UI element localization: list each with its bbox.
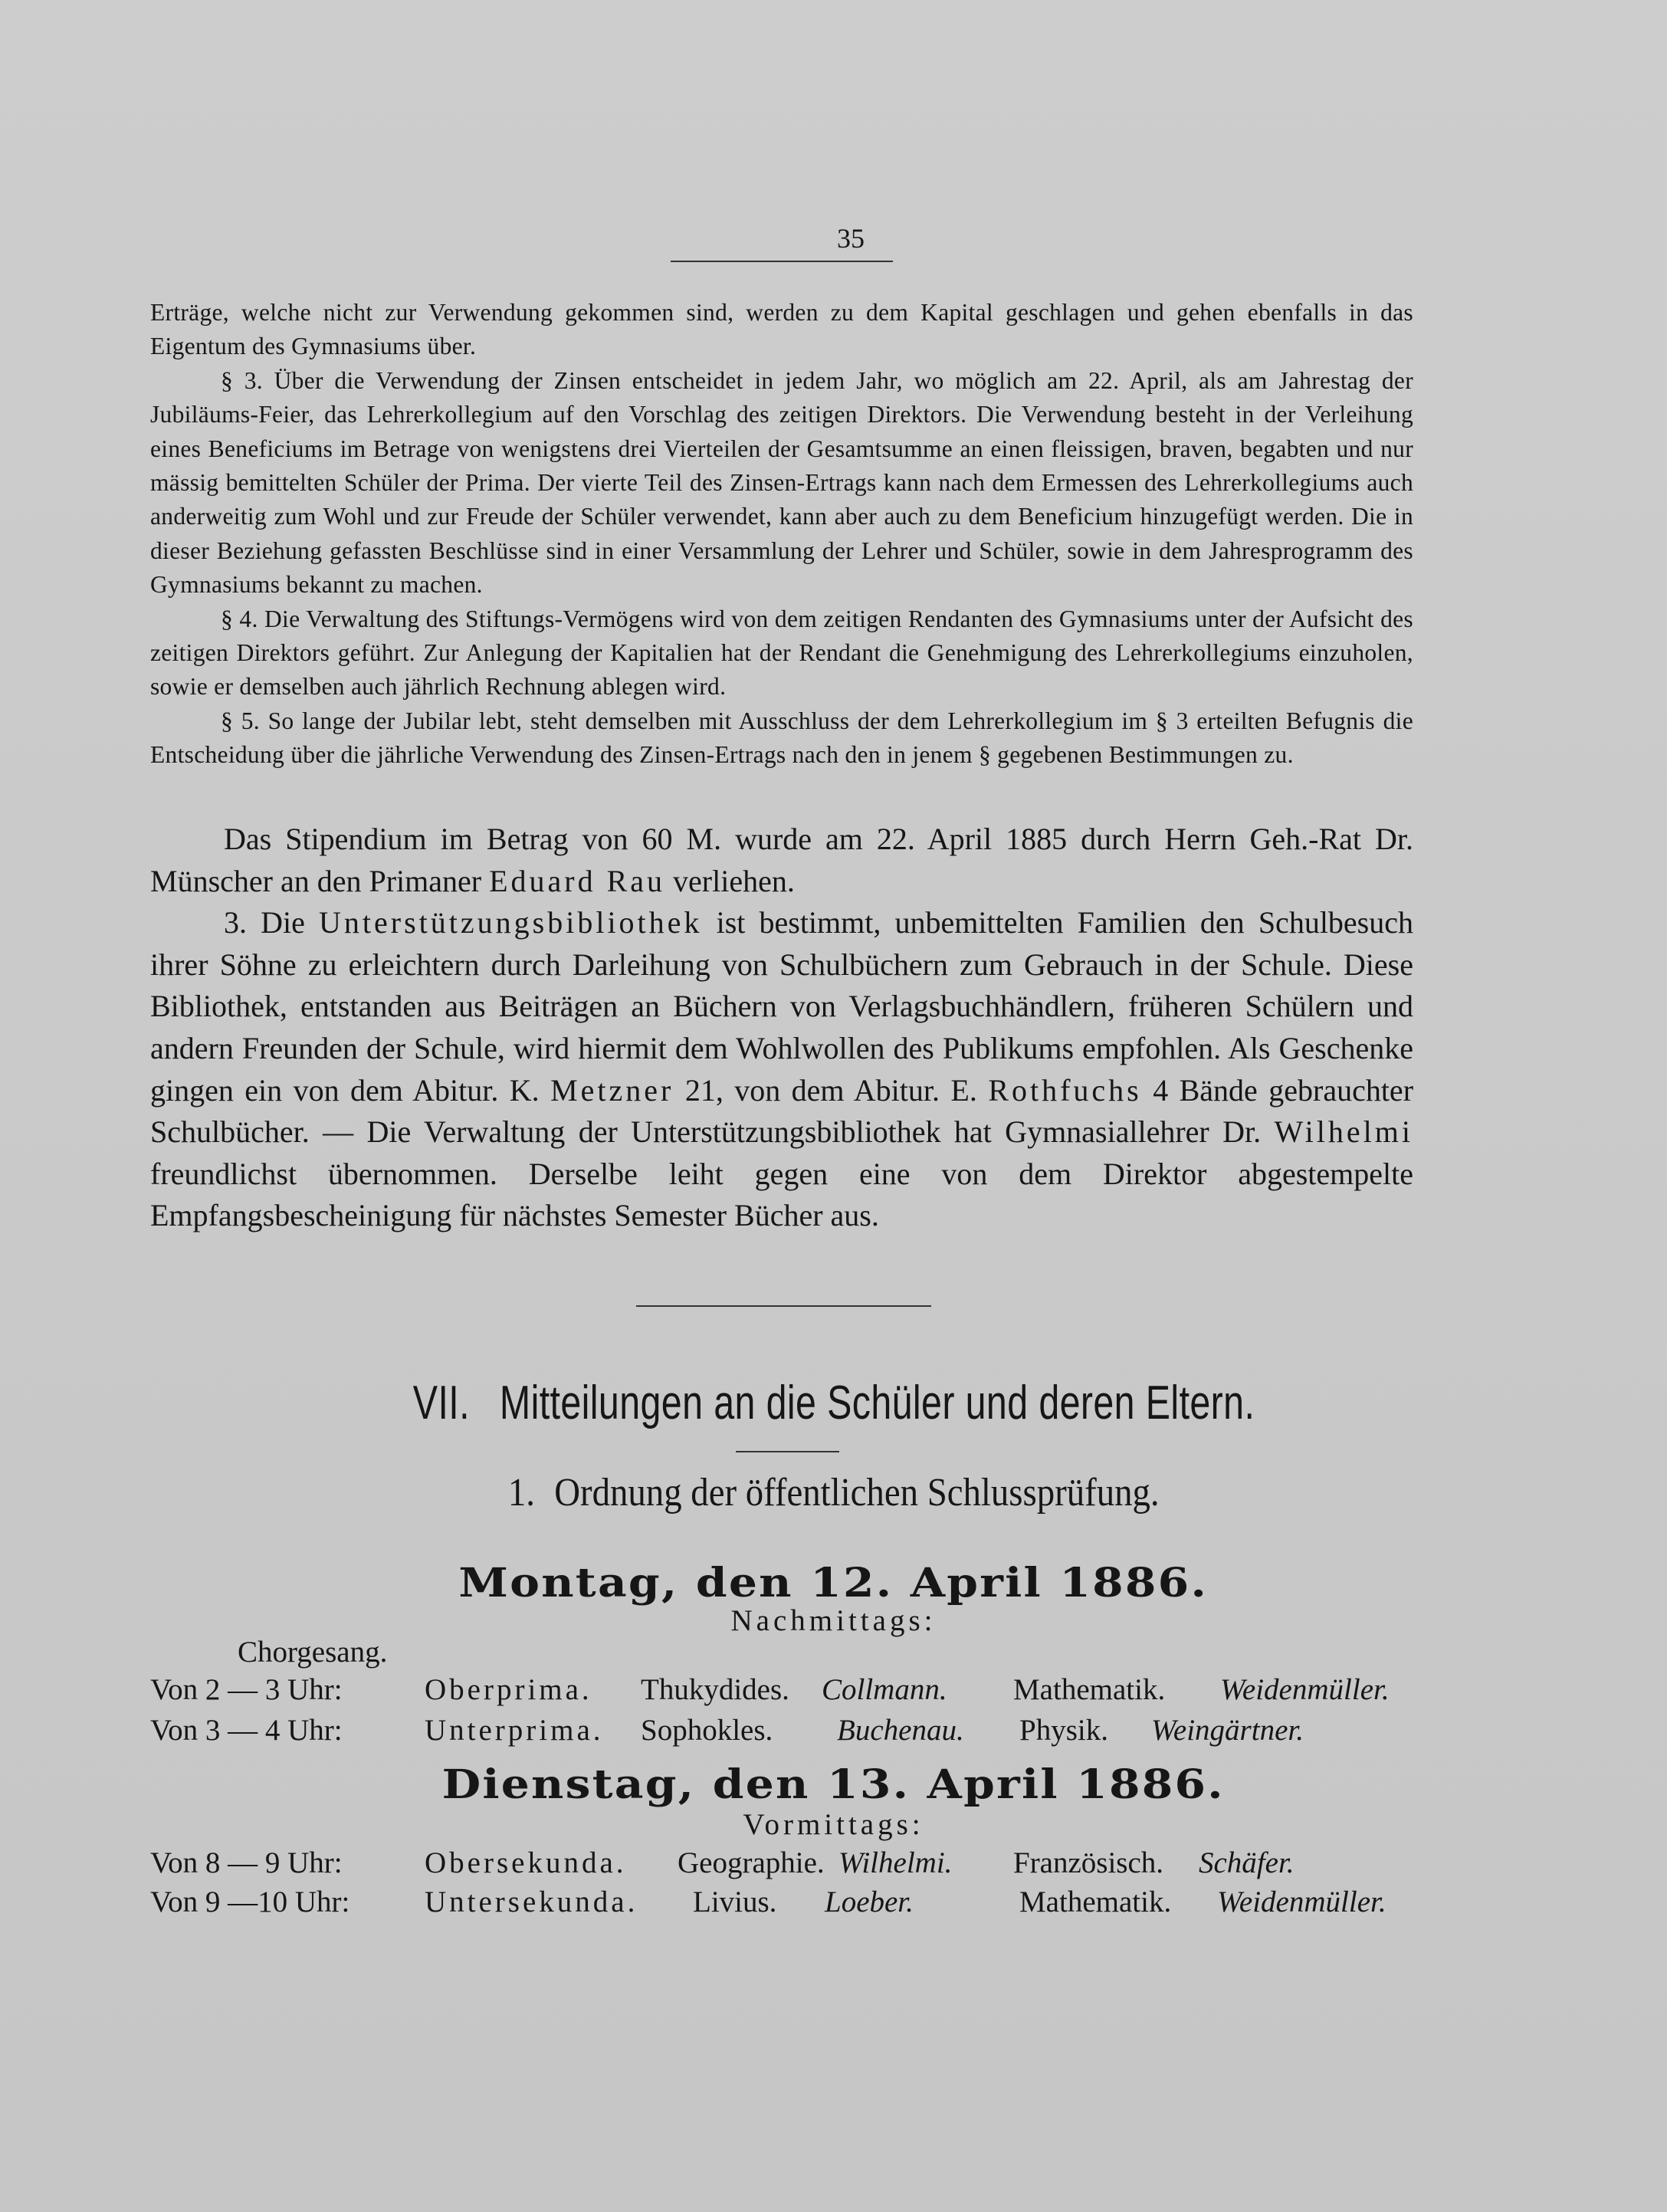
text: 3. Die bbox=[224, 905, 305, 940]
exam-subject: Mathematik. bbox=[1019, 1885, 1172, 1918]
paragraph: § 5. So lange der Jubilar lebt, steht demselben mit Ausschluss der dem Lehrerkollegium im § 3 erteilten Befugnis die Entscheidung über die jährliche Verwendung des Zinsen-Ertrags nach den in jenem § gegebenen Bestimmungen zu. bbox=[150, 707, 1413, 769]
stipend-paragraph bbox=[150, 819, 1413, 902]
person-name: Wilhelmi bbox=[1274, 1114, 1414, 1150]
text: 4 Bände gebrauchter Schulbücher. — Die Verwaltung der Unterstützungsbibliothek hat Gymnasiallehrer Dr. bbox=[150, 1072, 1414, 1150]
subsection-title: Ordnung der öffentlichen Schlussprüfung. bbox=[554, 1471, 1160, 1515]
exam-teacher: Collmann. bbox=[822, 1673, 947, 1706]
section-title: Mitteilungen an die Schüler und deren Eltern. bbox=[499, 1377, 1255, 1429]
exam-subject: Thukydides. bbox=[641, 1673, 789, 1706]
day-heading: Dienstag, den 13. April 1886. bbox=[441, 1761, 1225, 1808]
exam-class: Untersekunda. bbox=[425, 1885, 638, 1918]
library-term: Unterstützungsbibliothek bbox=[319, 905, 703, 940]
section-rule bbox=[636, 1305, 931, 1307]
exam-teacher: Weidenmüller. bbox=[1220, 1673, 1390, 1706]
text: verliehen. bbox=[673, 863, 795, 898]
exam-row bbox=[150, 1713, 1423, 1751]
heading-rule bbox=[736, 1451, 839, 1452]
exam-time: Von 8 — 9 Uhr: bbox=[150, 1846, 343, 1879]
exam-time: Von 9 —10 Uhr: bbox=[150, 1885, 350, 1918]
exam-subject: Französisch. bbox=[1013, 1846, 1164, 1879]
section-number: VII. bbox=[412, 1377, 470, 1429]
paragraph: § 4. Die Verwaltung des Stiftungs-Vermögens wird von dem zeitigen Rendanten des Gymnasiums unter der Aufsicht des zeitigen Direktors geführt. Zur Anlegung der Kapitalien hat der Rendant die Genehmigung des Lehrerkollegiums einzuholen, sowie er demselben auch jährlich Rechnung ablegen wird. bbox=[150, 605, 1413, 701]
exam-time: Von 2 — 3 Uhr: bbox=[150, 1673, 343, 1706]
exam-time: Von 3 — 4 Uhr: bbox=[150, 1714, 343, 1747]
exam-row bbox=[150, 1672, 1423, 1711]
person-name: Metzner bbox=[550, 1072, 674, 1108]
exam-subject: Physik. bbox=[1019, 1714, 1108, 1747]
library-paragraph bbox=[150, 902, 1413, 1237]
exam-teacher: Schäfer. bbox=[1199, 1846, 1295, 1879]
exam-row bbox=[150, 1885, 1423, 1923]
exam-subject: Geographie. bbox=[678, 1846, 825, 1879]
person-name: Rothfuchs bbox=[988, 1072, 1142, 1108]
exam-teacher: Loeber. bbox=[825, 1885, 914, 1918]
person-name: Eduard Rau bbox=[489, 863, 666, 898]
main-text bbox=[150, 819, 1413, 1237]
exam-teacher: Weingärtner. bbox=[1151, 1714, 1304, 1747]
exam-subject: Livius. bbox=[693, 1885, 777, 1918]
time-of-day: Nachmittags: bbox=[730, 1604, 937, 1637]
day-heading: Montag, den 12. April 1886. bbox=[458, 1560, 1208, 1606]
header-rule bbox=[671, 261, 893, 262]
text: freundlichst übernommen. Derselbe leiht gegen eine von dem Direktor abgestempelte Empfangsbescheinigung für nächstes Semester Bücher aus. bbox=[150, 1156, 1413, 1233]
exam-note: Chorgesang. bbox=[238, 1636, 388, 1669]
page-number: 35 bbox=[837, 223, 865, 254]
section-heading bbox=[184, 1376, 1484, 1430]
paragraph: Erträge, welche nicht zur Verwendung gekommen sind, werden zu dem Kapital geschlagen und gehen ebenfalls in das Eigentum des Gymnasiums über. bbox=[150, 299, 1413, 360]
subsection-number: 1. bbox=[507, 1471, 536, 1515]
time-of-day: Vormittags: bbox=[743, 1808, 924, 1841]
text: 21, von dem Abitur. E. bbox=[684, 1072, 977, 1108]
text: Das Stipendium im Betrag von 60 M. wurde am 22. April 1885 durch Herrn Geh.-Rat Dr. Münscher an den Primaner bbox=[150, 822, 1413, 898]
exam-class: Unterprima. bbox=[425, 1714, 604, 1747]
statute-text bbox=[150, 296, 1413, 773]
exam-subject: Sophokles. bbox=[641, 1714, 773, 1747]
exam-subject: Mathematik. bbox=[1013, 1673, 1166, 1706]
paragraph: § 3. Über die Verwendung der Zinsen entscheidet in jedem Jahr, wo möglich am 22. April, als am Jahrestag der Jubiläums-Feier, das Lehrerkollegium auf den Vorschlag des zeitigen Direktors. Die Verwendung besteht in der Verleihung eines Beneficiums im Betrage von wenigstens drei Vierteilen der Gesamtsumme an einen fleissigen, braven, begabten und nur mässig bemittelten Schüler der Prima. Der vierte Teil des Zinsen-Ertrags kann nach dem Ermessen des Lehrerkollegiums auch anderweitig zum Wohl und zur Freude der Schüler verwendet, kann aber auch zu dem Beneficium hinzugefügt werden. Die in dieser Beziehung gefassten Beschlüsse sind in einer Versammlung der Lehrer und Schüler, sowie in dem Jahresprogramm des Gymnasiums bekannt zu machen. bbox=[150, 366, 1413, 599]
subsection-heading bbox=[84, 1470, 1584, 1515]
exam-teacher: Buchenau. bbox=[837, 1714, 964, 1747]
exam-row bbox=[150, 1846, 1423, 1884]
exam-class: Oberprima. bbox=[425, 1673, 592, 1706]
exam-teacher: Weidenmüller. bbox=[1217, 1885, 1386, 1918]
exam-class: Obersekunda. bbox=[425, 1846, 627, 1879]
exam-teacher: Wilhelmi. bbox=[838, 1846, 953, 1879]
text: ist bestimmt, unbemittelten Familien den Schulbesuch ihrer Söhne zu erleichtern durch Darleihung von Schulbüchern zum Gebrauch in der Schule. Diese Bibliothek, entstanden aus Beiträgen an Büchern von Verlagsbuchhändlern, früheren Schülern und andern Freunden der Schule, wird hiermit dem Wohlwollen des Publikums empfohlen. Als Geschenke gingen ein von dem Abitur. K. bbox=[150, 905, 1414, 1108]
